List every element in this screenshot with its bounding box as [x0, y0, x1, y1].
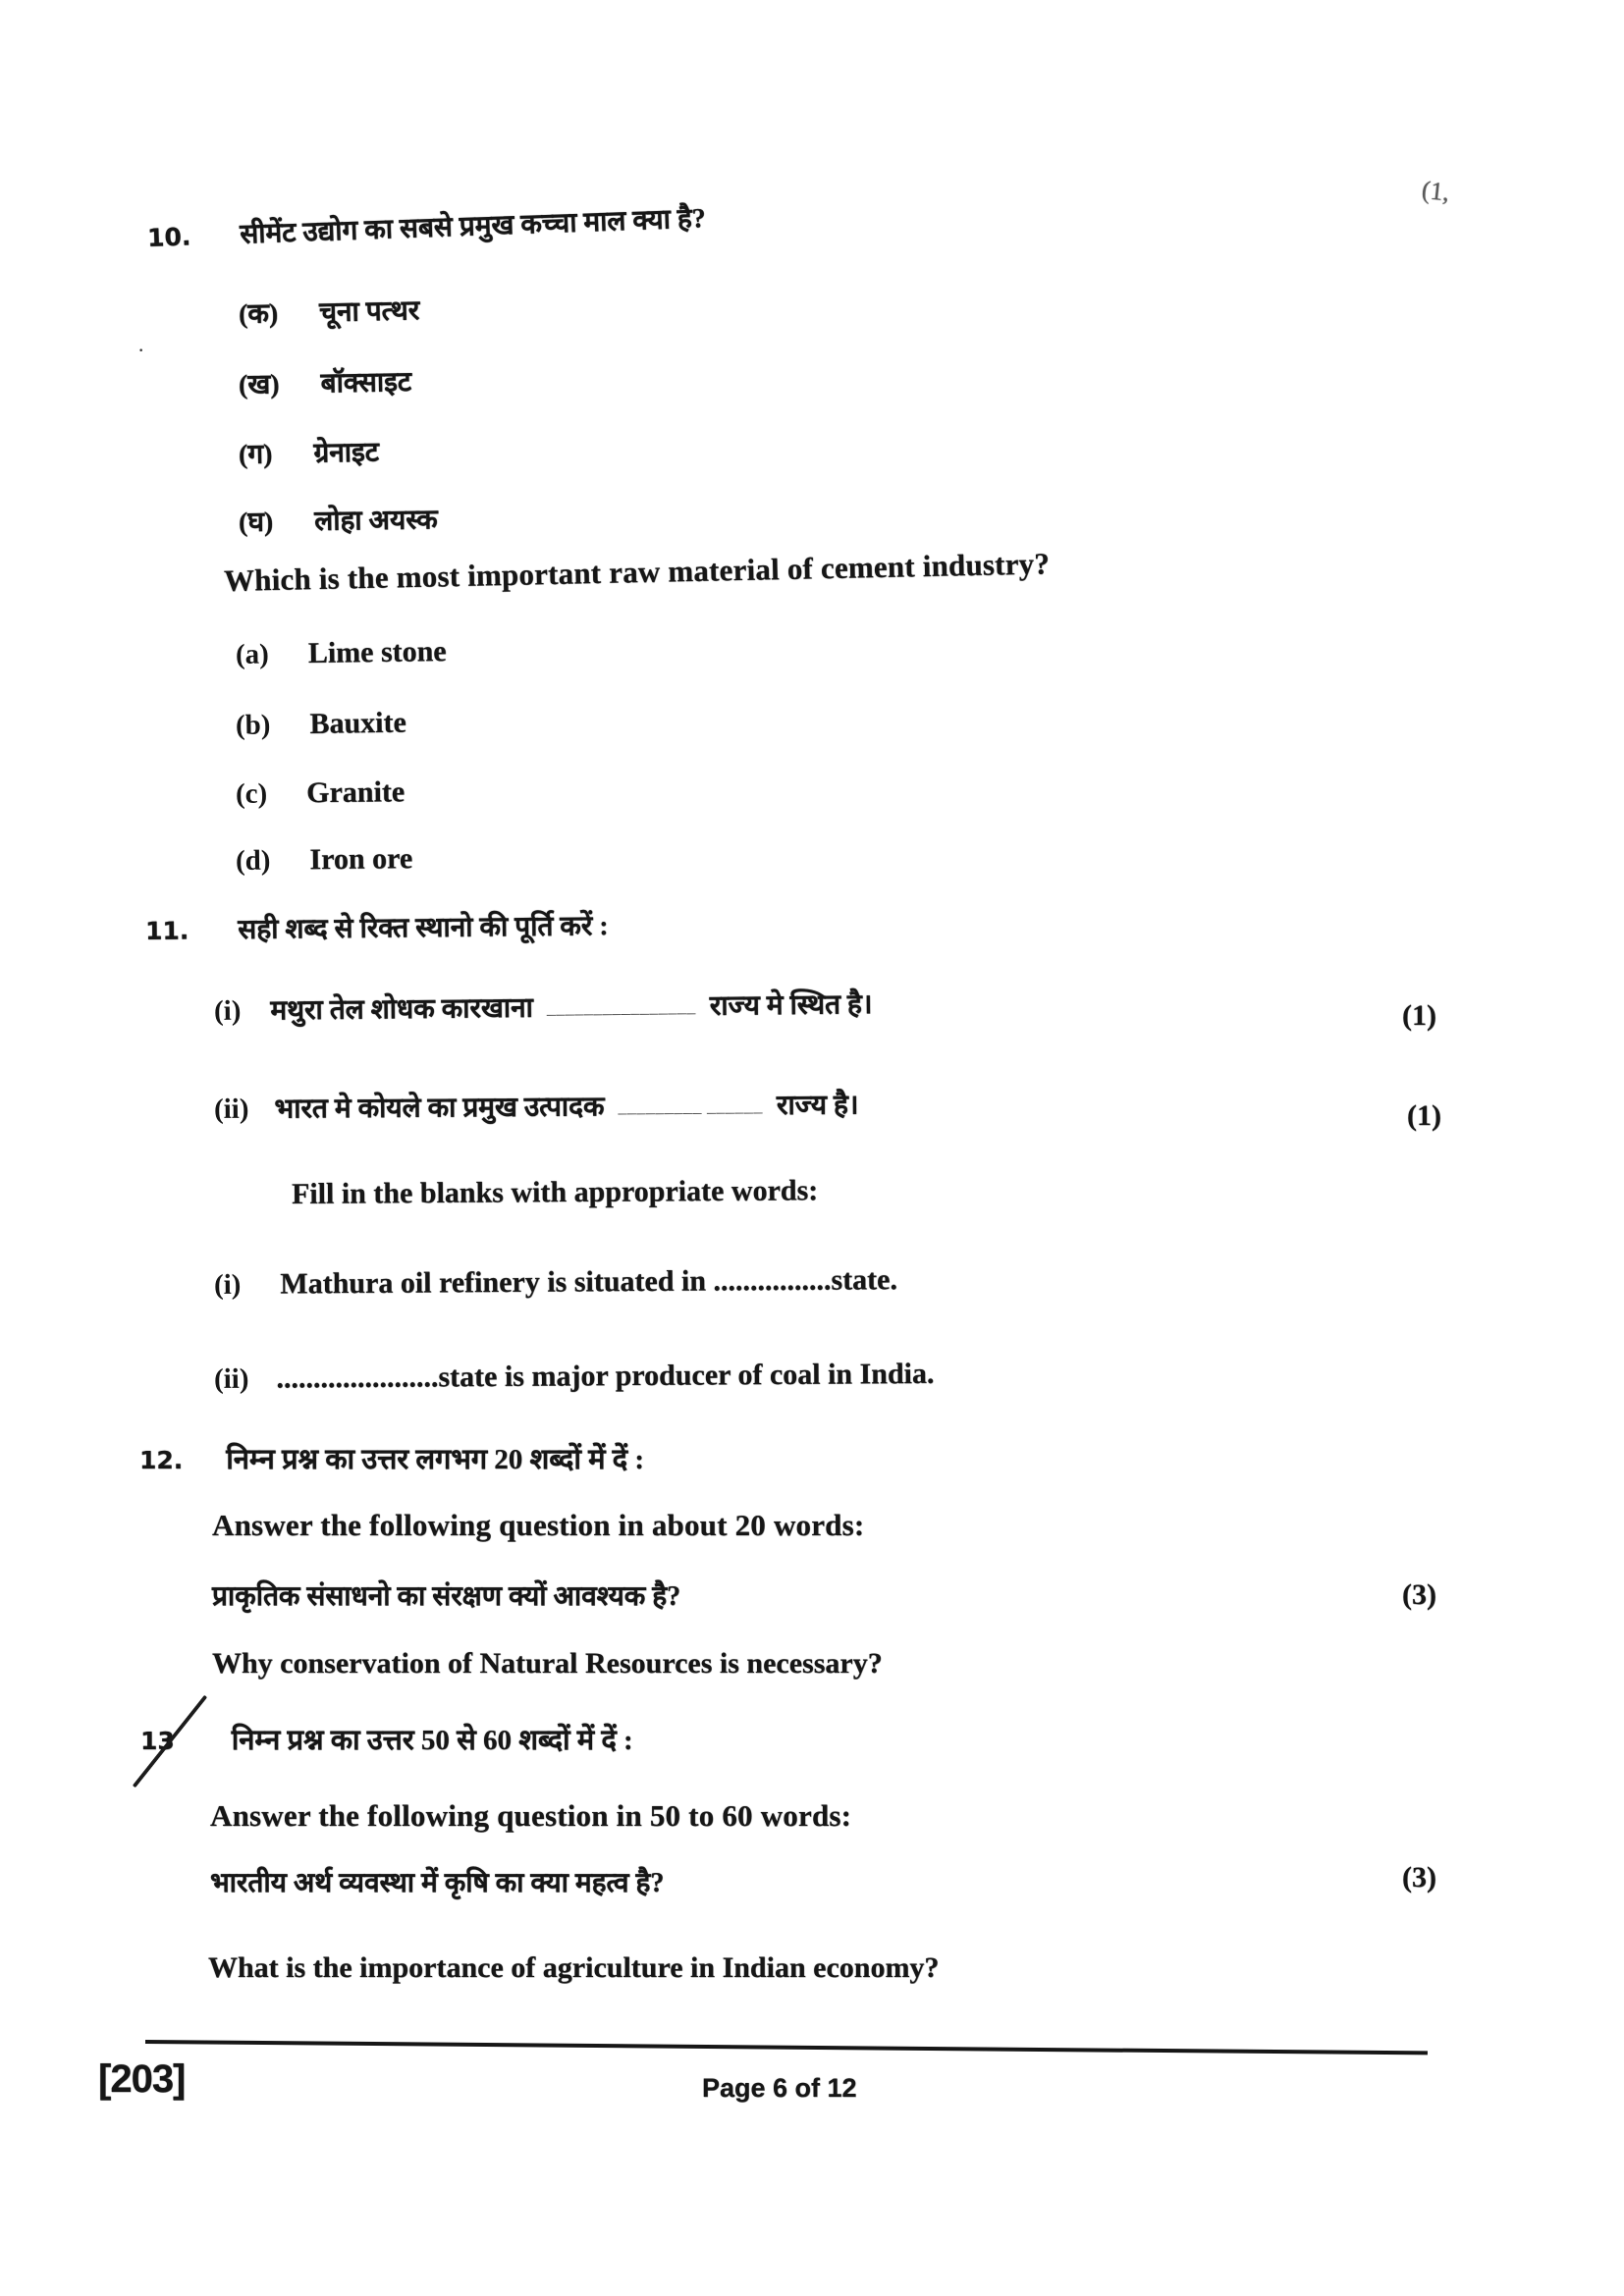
item-text-after: राज्य मे स्थित है।: [709, 988, 873, 1022]
item-text: ......................state is major producer of coal in India.: [276, 1357, 935, 1395]
booklet-code: [203]: [98, 2057, 186, 2101]
option-label: (घ): [238, 507, 274, 538]
question-12-hindi-heading: निम्न प्रश्न का उत्तर लगभग 20 शब्दों में दें :: [226, 1444, 644, 1475]
option-text: Iron ore: [309, 842, 413, 877]
q12-english-heading-row: [212, 1508, 864, 1543]
option-label: (ग): [238, 439, 273, 470]
option-text: बॉक्साइट: [320, 366, 412, 400]
option-label: (b): [235, 709, 271, 741]
item-text-after: राज्य है।: [776, 1090, 859, 1121]
question-10-number: 10.: [146, 222, 191, 252]
q12-english-heading: Answer the following question in about 20 words:: [212, 1508, 865, 1542]
option-text: चूना पत्थर: [318, 295, 420, 329]
footer-divider-line: [145, 2040, 1428, 2055]
q10-hindi-option-b: [239, 362, 412, 402]
q13-hindi-question: भारतीय अर्थ व्यवस्था में कृषि का क्या महत्व है?: [210, 1868, 665, 1898]
q12-hindi-question-row: [212, 1576, 680, 1614]
q10-english-option-d: [236, 842, 413, 878]
option-text: Granite: [306, 775, 406, 810]
q10-english-option-a: [236, 635, 447, 671]
q10-hindi-option-d: [239, 500, 438, 540]
question-11-number: 11.: [144, 916, 189, 945]
question-13-hindi-row: [140, 1720, 633, 1758]
q10-english-option-b: [236, 707, 406, 742]
option-label: (ख): [238, 369, 280, 400]
corner-mark: (1,: [1420, 175, 1451, 207]
question-11-hindi-heading: सही शब्द से रिक्त स्थानो की पूर्ति करें :: [238, 911, 609, 946]
question-10-hindi-text: सीमेंट उद्योग का सबसे प्रमुख कच्चा माल क्या है?: [239, 203, 707, 250]
option-label: (क): [238, 298, 279, 330]
item-label: (ii): [213, 1362, 249, 1395]
option-label: (d): [235, 844, 271, 877]
q11-hindi-item-i: [214, 985, 873, 1029]
q13-english-heading: Answer the following question in 50 to 60 words:: [210, 1798, 852, 1833]
marks-q13: (3): [1402, 1861, 1436, 1894]
q10-hindi-option-a: [239, 291, 420, 332]
q11-english-item-ii: [214, 1358, 935, 1396]
question-13-number: 13: [140, 1727, 175, 1755]
q11-english-heading-row: [292, 1174, 818, 1211]
q11-english-heading: Fill in the blanks with appropriate words:: [291, 1174, 819, 1210]
q12-english-question-row: [212, 1647, 883, 1681]
option-text: लोहा अयस्क: [314, 505, 438, 537]
q12-english-question: Why conservation of Natural Resources is necessary?: [212, 1647, 883, 1680]
marks-q12: (3): [1402, 1578, 1436, 1611]
item-text-before: भारत मे कोयले का प्रमुख उत्पादक: [274, 1092, 605, 1125]
marks-q11-i: (1): [1402, 999, 1436, 1032]
q11-english-item-i: [214, 1263, 897, 1302]
option-label: (c): [235, 777, 268, 810]
page-indicator: Page 6 of 12: [702, 2073, 857, 2103]
question-10-english-row: [224, 546, 1051, 599]
q13-english-heading-row: [210, 1798, 851, 1834]
item-label: (ii): [213, 1093, 249, 1125]
question-13-hindi-heading: निम्न प्रश्न का उत्तर 50 से 60 शब्दों में दें :: [231, 1725, 633, 1756]
q10-hindi-option-c: [239, 433, 380, 472]
stray-ink-mark: ·: [137, 338, 145, 362]
item-label: (i): [213, 1268, 242, 1301]
q10-english-option-c: [236, 775, 406, 811]
q11-hindi-item-ii: [214, 1085, 859, 1127]
fill-in-blank: ________________: [546, 995, 696, 1018]
question-11-hindi-row: [145, 906, 609, 948]
option-text: ग्रेनाइट: [313, 437, 380, 469]
question-10-english-text: Which is the most important raw material of cement industry?: [223, 546, 1051, 598]
q13-hindi-question-row: [210, 1863, 664, 1900]
fill-in-blank: _________ ______: [618, 1095, 764, 1117]
marks-q11-ii: (1): [1407, 1099, 1441, 1132]
option-text: Lime stone: [307, 635, 447, 669]
q13-english-question: What is the importance of agriculture in Indian economy?: [208, 1951, 940, 1984]
q13-english-question-row: [208, 1951, 939, 1985]
item-text: Mathura oil refinery is situated in ................state.: [280, 1263, 898, 1301]
item-label: (i): [213, 994, 242, 1027]
option-label: (a): [235, 638, 270, 670]
item-text-before: मथुरा तेल शोधक कारखाना: [270, 992, 534, 1027]
option-text: Bauxite: [309, 706, 407, 740]
question-12-hindi-row: [139, 1439, 644, 1477]
question-12-number: 12.: [139, 1446, 184, 1474]
q12-hindi-question: प्राकृतिक संसाधनो का संरक्षण क्यों आवश्यक है?: [212, 1581, 681, 1612]
question-10-hindi-row: [146, 198, 706, 255]
